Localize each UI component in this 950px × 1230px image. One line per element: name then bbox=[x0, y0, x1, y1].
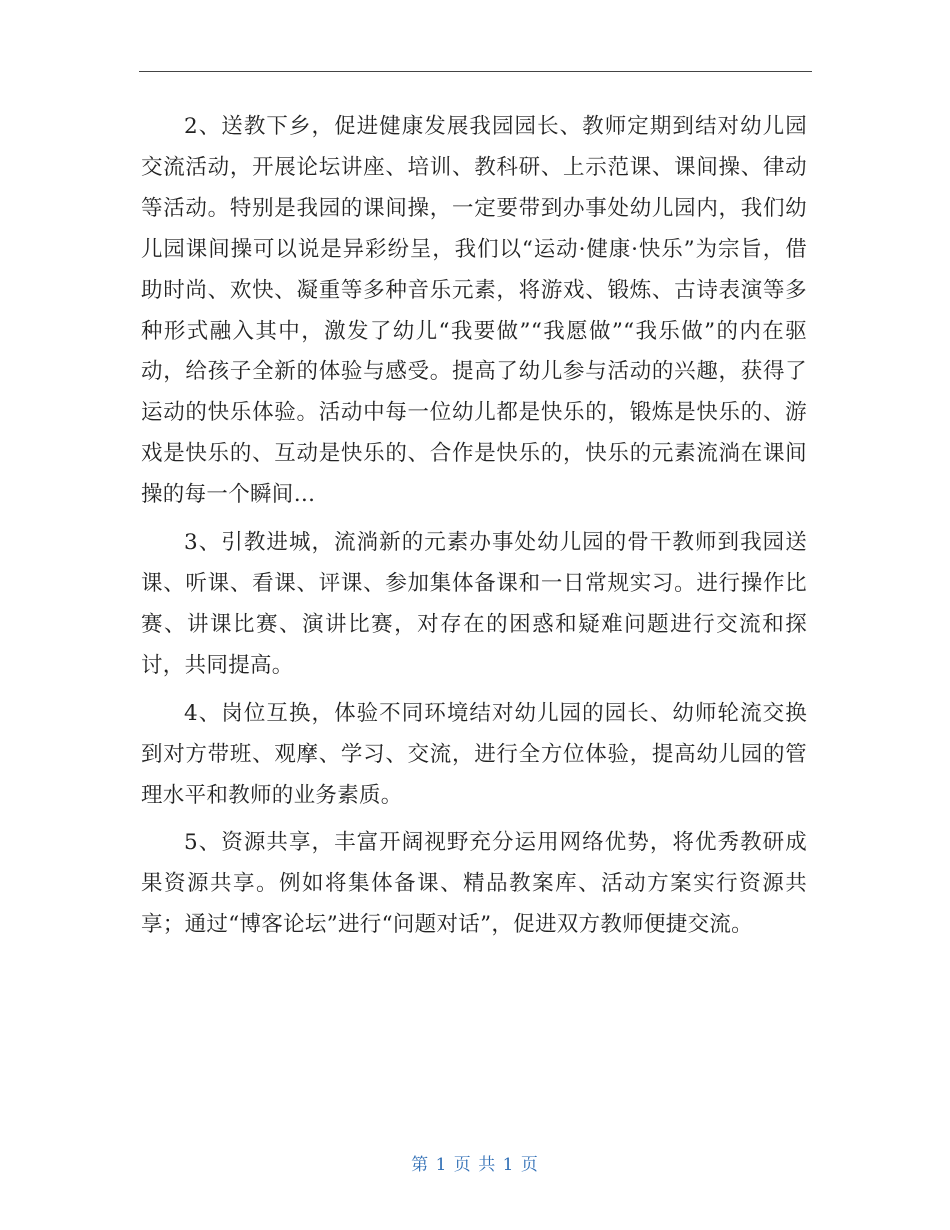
paragraph-2: 2、送教下乡，促进健康发展我园园长、教师定期到结对幼儿园交流活动，开展论坛讲座、培训、教科研、上示范课、课间操、律动等活动。特别是我园的课间操，一定要带到办事处幼儿园内，我们幼儿园课间操可以说是异彩纷呈，我们以“运动·健康·快乐”为宗旨，借助时尚、欢快、凝重等多种音乐元素，将游戏、锻炼、古诗表演等多种形式融入其中，激发了幼儿“我要做”“我愿做”“我乐做”的内在驱动，给孩子全新的体验与感受。提高了幼儿参与活动的兴趣，获得了运动的快乐体验。活动中每一位幼儿都是快乐的，锻炼是快乐的、游戏是快乐的、互动是快乐的、合作是快乐的，快乐的元素流淌在课间操的每一个瞬间… bbox=[141, 114, 807, 508]
paragraph-3: 3、引教进城，流淌新的元素办事处幼儿园的骨干教师到我园送课、听课、看课、评课、参加集体备课和一日常规实习。进行操作比赛、讲课比赛、演讲比赛，对存在的困惑和疑难问题进行交流和探讨，共同提高。 bbox=[141, 530, 807, 678]
header-rule bbox=[139, 71, 812, 72]
document-body bbox=[141, 107, 807, 953]
paragraph-5: 5、资源共享，丰富开阔视野充分运用网络优势，将优秀教研成果资源共享。例如将集体备课、精品教案库、活动方案实行资源共享；通过“博客论坛”进行“问题对话”，促进双方教师便捷交流。 bbox=[141, 830, 807, 938]
page-footer bbox=[0, 1150, 950, 1175]
page-number-text: 第 1 页 共 1 页 bbox=[411, 1155, 539, 1175]
paragraph-4: 4、岗位互换，体验不同环境结对幼儿园的园长、幼师轮流交换到对方带班、观摩、学习、交流，进行全方位体验，提高幼儿园的管理水平和教师的业务素质。 bbox=[141, 700, 807, 808]
